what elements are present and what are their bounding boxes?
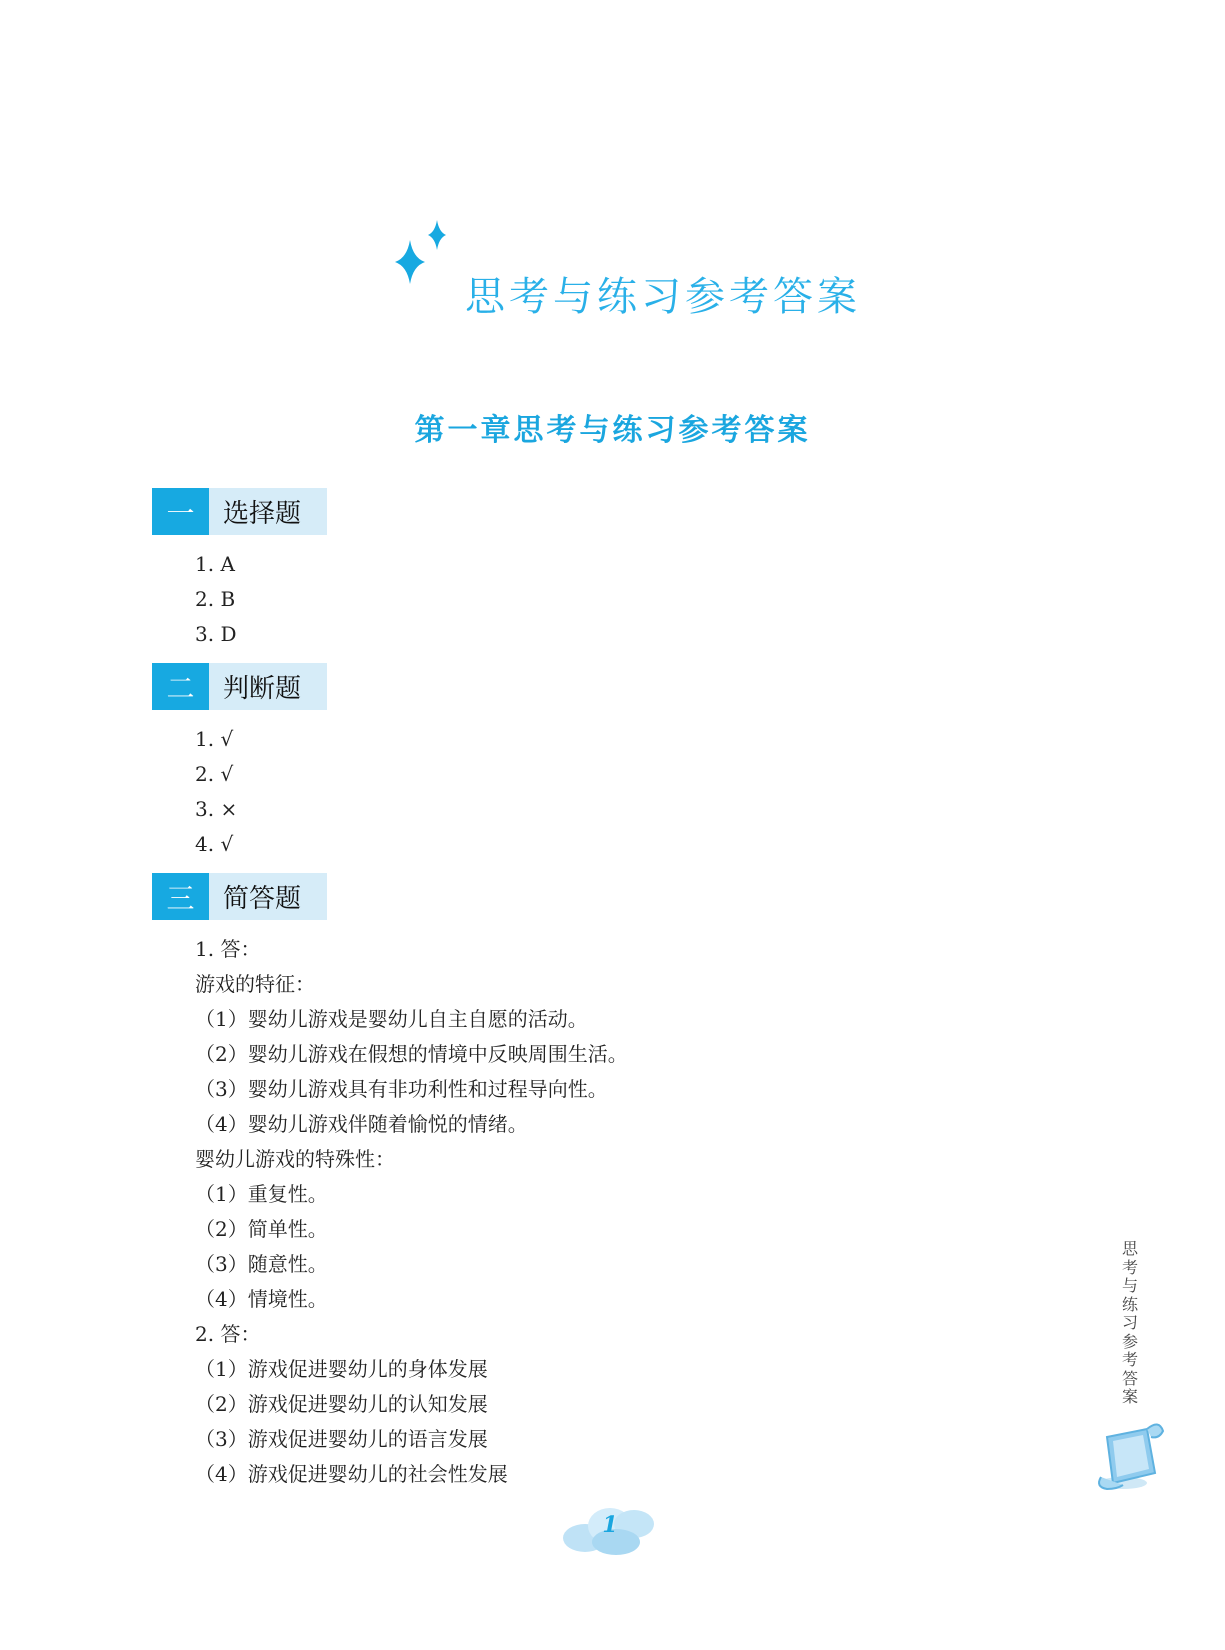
answer-line: 1. √: [195, 727, 234, 751]
answer-line: 1. 答：: [195, 937, 261, 961]
section-number: 二: [152, 663, 209, 710]
main-title-block: [395, 225, 861, 320]
side-tab-char: 思: [1121, 1239, 1138, 1258]
answer-line: （1）重复性。: [195, 1182, 328, 1206]
section-label: 简答题: [209, 873, 327, 920]
chapter-title: 第一章思考与练习参考答案: [414, 413, 811, 448]
answer-list-short-answer: [195, 932, 628, 1492]
sparkle-small-icon: [428, 220, 446, 250]
answer-list-choice: [195, 547, 236, 652]
section-label: 判断题: [209, 663, 327, 710]
answer-line: （1）婴幼儿游戏是婴幼儿自主自愿的活动。: [195, 1007, 588, 1031]
answer-line: 3. D: [195, 622, 237, 646]
section-header-short-answer: [152, 873, 327, 920]
section-number: 一: [152, 488, 209, 535]
answer-line: 3. ×: [195, 797, 238, 821]
answer-line: 2. √: [195, 762, 234, 786]
answer-line: 2. 答：: [195, 1322, 261, 1346]
answer-line: （2）简单性。: [195, 1217, 328, 1241]
answer-line: （2）婴幼儿游戏在假想的情境中反映周围生活。: [195, 1042, 628, 1066]
answer-line: （3）游戏促进婴幼儿的语言发展: [195, 1427, 488, 1451]
section-number: 三: [152, 873, 209, 920]
answer-line: （1）游戏促进婴幼儿的身体发展: [195, 1357, 488, 1381]
answer-line: （3）婴幼儿游戏具有非功利性和过程导向性。: [195, 1077, 608, 1101]
side-tab-text: [1118, 1240, 1142, 1407]
side-tab-char: 答: [1121, 1368, 1138, 1388]
side-tab-char: 练: [1121, 1294, 1138, 1314]
answer-line: 1. A: [195, 552, 235, 576]
side-tab-char: 考: [1121, 1257, 1138, 1277]
answer-line: （3）随意性。: [195, 1252, 328, 1276]
side-tab-char: 与: [1121, 1276, 1138, 1295]
side-tab-char: 案: [1121, 1387, 1138, 1406]
scroll-book-icon: [1093, 1415, 1173, 1495]
answer-line: （4）游戏促进婴幼儿的社会性发展: [195, 1462, 508, 1486]
side-tab-char: 参: [1121, 1331, 1138, 1351]
answer-list-judgement: [195, 722, 237, 862]
sparkle-large-icon: [395, 240, 425, 284]
section-header-choice: [152, 488, 327, 535]
answer-line: 4. √: [195, 832, 234, 856]
page-number-cloud: [560, 1500, 660, 1564]
answer-line: （4）婴幼儿游戏伴随着愉悦的情绪。: [195, 1112, 528, 1136]
section-header-judgement: [152, 663, 327, 710]
answer-line: 游戏的特征：: [195, 972, 315, 996]
side-tab-char: 习: [1121, 1313, 1138, 1332]
answer-line: 婴幼儿游戏的特殊性：: [195, 1147, 395, 1171]
answer-line: （2）游戏促进婴幼儿的认知发展: [195, 1392, 488, 1416]
side-tab-char: 考: [1121, 1350, 1138, 1369]
page-number: 1: [602, 1512, 618, 1538]
section-label: 选择题: [209, 488, 327, 535]
main-title: 思考与练习参考答案: [465, 274, 861, 320]
answer-line: （4）情境性。: [195, 1287, 328, 1311]
answer-line: 2. B: [195, 587, 236, 611]
